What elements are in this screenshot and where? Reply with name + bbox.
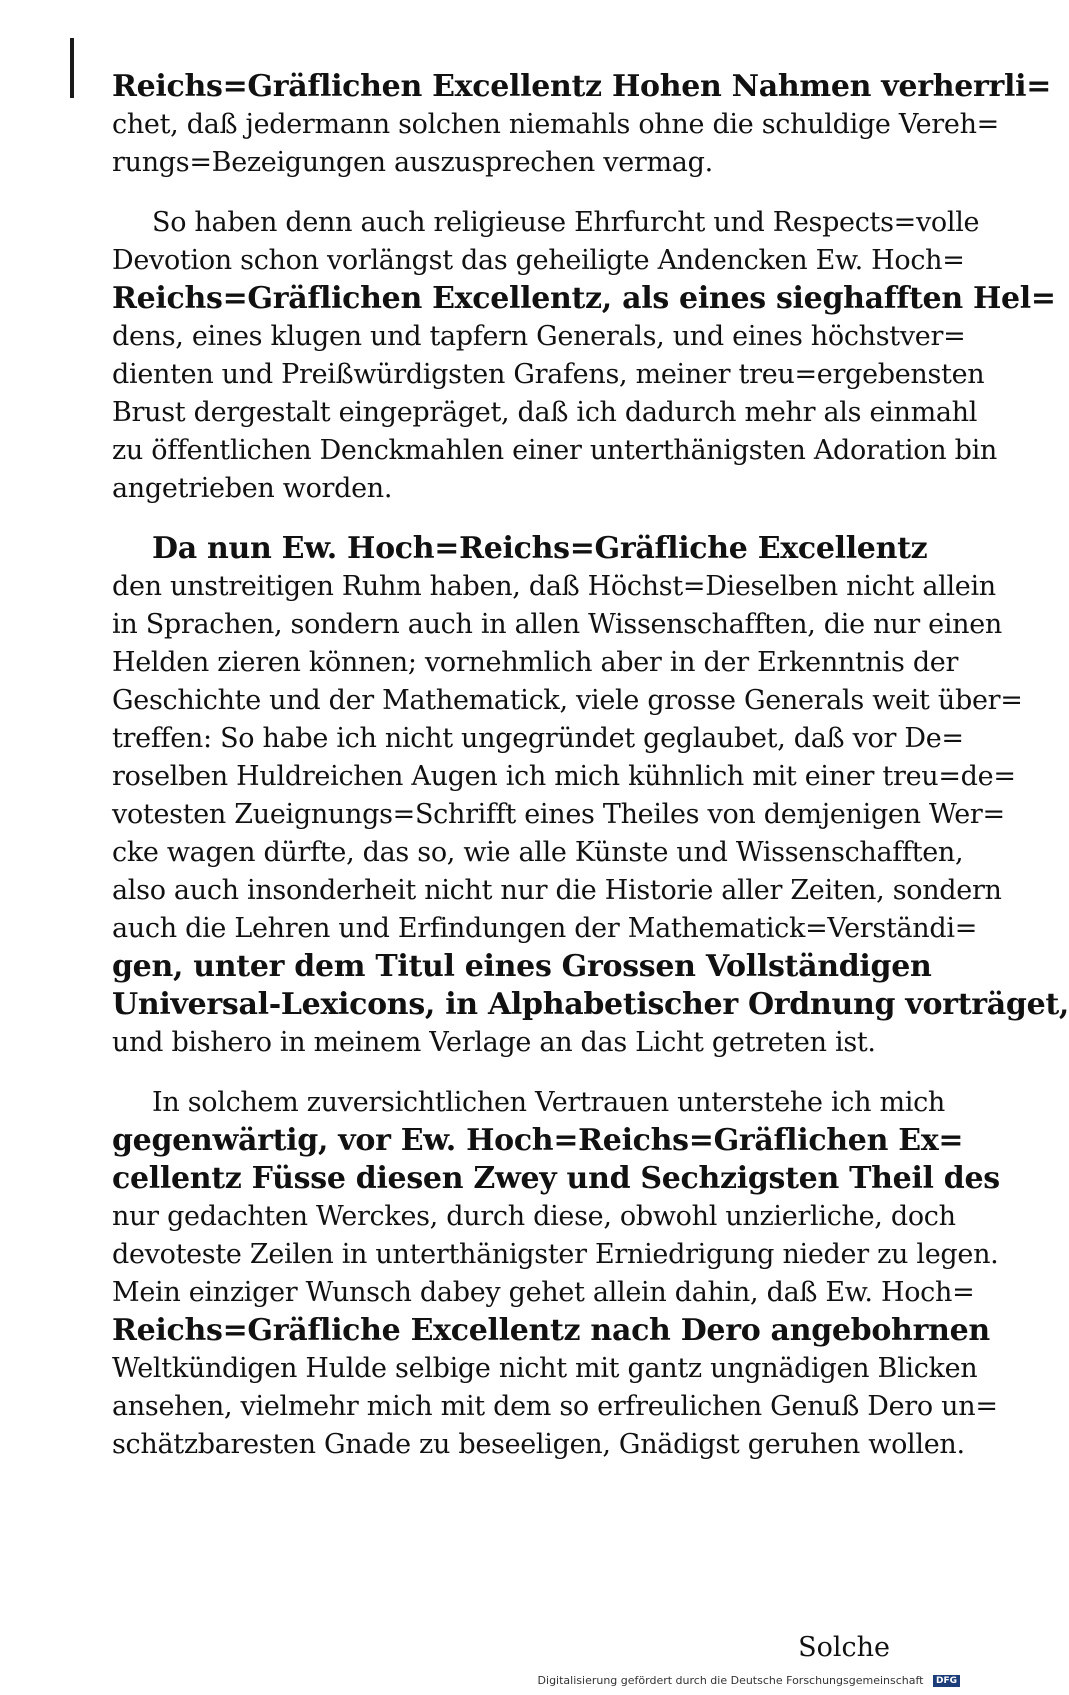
text-line: Universal-Lexicons, in Alphabetischer Ordnung vorträget,: [112, 987, 1069, 1022]
text-line: Geschichte und der Mathematick, viele grosse Generals weit über=: [112, 685, 1023, 716]
paragraph-2: [112, 204, 1056, 508]
text-line: chet, daß jedermann solchen niemahls ohne die schuldige Vereh=: [112, 109, 999, 140]
text-line: Reichs=Gräflichen Excellentz, als eines sieghafften Hel=: [112, 281, 1056, 316]
text-line: ansehen, vielmehr mich mit dem so erfreulichen Genuß Dero un=: [112, 1391, 998, 1422]
margin-rule: [70, 38, 74, 98]
text-line: treffen: So habe ich nicht ungegründet geglaubet, daß vor De=: [112, 723, 964, 754]
paragraph-4: [112, 1084, 1000, 1464]
text-line: gen, unter dem Titul eines Grossen Vollständigen: [112, 949, 932, 984]
text-line: auch die Lehren und Erfindungen der Mathematick=Verständi=: [112, 913, 978, 944]
text-line: votesten Zueignungs=Schrifft eines Theiles von demjenigen Wer=: [112, 799, 1005, 830]
text-line: und bishero in meinem Verlage an das Licht getreten ist.: [112, 1027, 876, 1058]
text-line: in Sprachen, sondern auch in allen Wissenschafften, die nur einen: [112, 609, 1003, 640]
text-line: Weltkündigen Hulde selbige nicht mit gantz ungnädigen Blicken: [112, 1353, 978, 1384]
text-line: Reichs=Gräflichen Excellentz Hohen Nahmen verherrli=: [112, 69, 1052, 104]
text-line: dens, eines klugen und tapfern Generals, und eines höchstver=: [112, 321, 966, 352]
paragraph-1: [112, 68, 1052, 182]
text-line: zu öffentlichen Denckmahlen einer unterthänigsten Adoration bin: [112, 435, 998, 466]
text-line: Da nun Ew. Hoch=Reichs=Gräfliche Excellentz: [152, 531, 928, 566]
text-line: cke wagen dürfte, das so, wie alle Künste und Wissenschafften,: [112, 837, 964, 868]
text-line: Helden zieren können; vornehmlich aber in der Erkenntnis der: [112, 647, 959, 678]
text-line: Mein einziger Wunsch dabey gehet allein dahin, daß Ew. Hoch=: [112, 1277, 975, 1308]
text-line: Devotion schon vorlängst das geheiligte Andencken Ew. Hoch=: [112, 245, 965, 276]
dfg-logo: DFG: [933, 1675, 960, 1687]
text-line: Brust dergestalt eingepräget, daß ich dadurch mehr als einmahl: [112, 397, 978, 428]
digitization-credit: [538, 1674, 960, 1687]
text-line: cellentz Füsse diesen Zwey und Sechzigsten Theil des: [112, 1161, 1000, 1196]
text-line: dienten und Preißwürdigsten Grafens, meiner treu=ergebensten: [112, 359, 985, 390]
page-text: [112, 68, 1069, 1464]
text-line: So haben denn auch religieuse Ehrfurcht und Respects=volle: [152, 207, 980, 238]
text-line: rungs=Bezeigungen auszusprechen vermag.: [112, 147, 713, 178]
catchword: Solche: [798, 1632, 890, 1663]
text-line: schätzbaresten Gnade zu beseeligen, Gnädigst geruhen wollen.: [112, 1429, 965, 1460]
text-line: roselben Huldreichen Augen ich mich kühnlich mit einer treu=de=: [112, 761, 1016, 792]
text-line: also auch insonderheit nicht nur die Historie aller Zeiten, sondern: [112, 875, 1002, 906]
paragraph-3: [112, 530, 1069, 1062]
credit-text: Digitalisierung gefördert durch die Deutsche Forschungsgemeinschaft: [537, 1674, 924, 1687]
text-line: den unstreitigen Ruhm haben, daß Höchst=Dieselben nicht allein: [112, 571, 996, 602]
text-line: In solchem zuversichtlichen Vertrauen unterstehe ich mich: [152, 1087, 946, 1118]
text-line: Reichs=Gräfliche Excellentz nach Dero angebohrnen: [112, 1313, 990, 1348]
text-line: devoteste Zeilen in unterthänigster Erniedrigung nieder zu legen.: [112, 1239, 999, 1270]
text-line: gegenwärtig, vor Ew. Hoch=Reichs=Gräflichen Ex=: [112, 1123, 964, 1158]
text-line: angetrieben worden.: [112, 473, 393, 504]
text-line: nur gedachten Werckes, durch diese, obwohl unzierliche, doch: [112, 1201, 956, 1232]
